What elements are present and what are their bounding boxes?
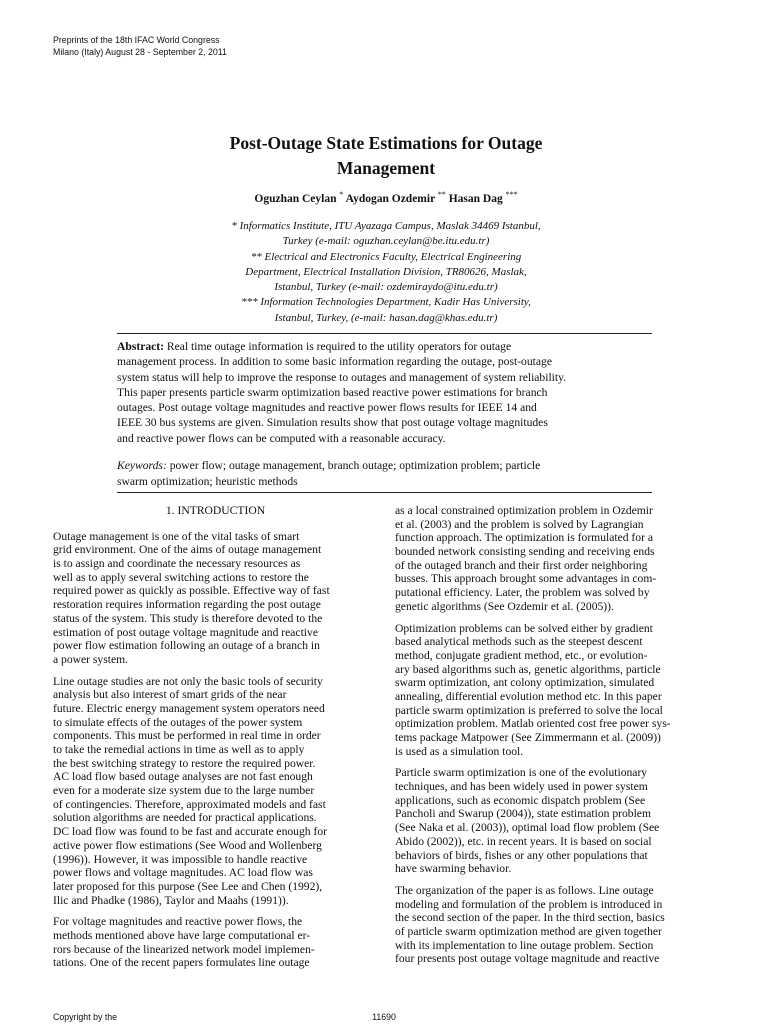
text-line: solution algorithms are needed for practical applications. (53, 811, 317, 825)
affiliation-line: Istanbul, Turkey, (e-mail: hasan.dag@khas.edu.tr) (274, 311, 498, 324)
keywords (117, 458, 652, 489)
abstract-line: system status will help to improve the response to outages and management of system reliability. (117, 370, 567, 384)
text-line: of particle swarm optimization method are given together (395, 924, 662, 938)
text-line: Abido (2002)), etc. in recent years. It is based on social (395, 834, 652, 848)
text-line: to simulate effects of the outages of the power system (53, 715, 303, 729)
text-line: estimation of post outage voltage magnitude and reactive (53, 625, 318, 639)
text-line: Outage management is one of the vital tasks of smart (53, 529, 300, 543)
text-line: techniques, and has been widely used in power system (395, 780, 648, 794)
abstract-line: and reactive power flows can be computed with a reasonable accuracy. (117, 431, 446, 445)
text-line: have swarming behavior. (395, 862, 512, 876)
text-line: The organization of the paper is as follows. Line outage (395, 883, 654, 897)
paragraph (395, 884, 720, 966)
text-line: power flows and voltage magnitudes. AC load flow was (53, 866, 313, 880)
footer-copyright: Copyright by the (53, 1012, 118, 1022)
text-line: even for a moderate size system due to the large number (53, 784, 315, 798)
text-line: grid environment. One of the aims of outage management (53, 543, 322, 557)
text-line: particle swarm optimization is preferred to solve the local (395, 703, 663, 717)
text-line: components. This must be performed in real time in order (53, 729, 321, 743)
keywords-line: swarm optimization; heuristic methods (117, 474, 298, 488)
text-line: well as to apply several switching actions to restore the (53, 570, 309, 584)
text-line: tems package Matpower (See Zimmermann et al. (2009)) (395, 731, 661, 744)
text-line: is to assign and coordinate the necessary resources as (53, 557, 301, 571)
author-3-mark: *** (505, 190, 518, 199)
text-line: Optimization problems can be solved either by gradient (395, 621, 653, 635)
text-line: ary based algorithms such as, genetic algorithms, particle (395, 662, 661, 676)
paragraph (53, 915, 378, 970)
text-line: a power system. (53, 652, 129, 666)
paragraph (53, 530, 378, 667)
affiliation-line: Department, Electrical Installation Division, TR80626, Maslak, (245, 265, 527, 278)
section-heading-introduction: 1. INTRODUCTION (165, 504, 266, 517)
text-line: later proposed for this purpose (See Lee and Chen (1992), (53, 879, 323, 893)
title-line-1: Post-Outage State Estimations for Outage (229, 133, 543, 153)
text-line: Pancholi and Swarup (2004)), state estimation problem (395, 807, 651, 821)
text-line: future. Electric energy management system operators need (53, 701, 325, 715)
abstract-label: Abstract: (117, 340, 165, 353)
title-line-2: Management (336, 158, 436, 178)
author-2: Aydogan Ozdemir (345, 192, 435, 205)
author-list (100, 190, 672, 205)
paragraph (395, 504, 720, 614)
text-line: with its implementation to line outage problem. Section (395, 938, 654, 952)
paragraph (395, 622, 720, 759)
author-2-mark: ** (437, 190, 446, 199)
text-line: required power as quickly as possible. Effective way of fast (53, 584, 330, 598)
abstract-line: outages. Post outage voltage magnitudes and reactive power flows results for IEEE 14 and (117, 401, 537, 415)
keywords-label: Keywords: (117, 459, 167, 472)
left-column (53, 504, 378, 970)
text-line: power flow estimation following an outage of a branch in (53, 639, 320, 653)
abstract-top-rule (117, 333, 652, 334)
text-line: tations. One of the recent papers formulates line outage (53, 956, 310, 970)
affiliation-line: Istanbul, Turkey (e-mail: ozdemiraydo@itu.edu.tr) (274, 281, 498, 294)
text-line: behaviors of birds, fishes or any other populations that (395, 848, 648, 862)
abstract-line: Real time outage information is required to the utility operators for outage (164, 340, 512, 353)
text-line: annealing, differential evolution method etc. In this paper (395, 689, 662, 703)
text-line: of contingencies. Therefore, approximated models and fast (53, 797, 326, 811)
text-line: (1996)). However, it was impossible to handle reactive (53, 852, 308, 866)
text-line: analysis but also interest of smart grids of the near (53, 688, 287, 702)
abstract-line: This paper presents particle swarm optimization based reactive power estimations for branch (117, 385, 548, 399)
right-column (395, 504, 720, 966)
text-line: rors because of the linearized network model implemen- (53, 942, 315, 956)
abstract-line: IEEE 30 bus systems are given. Simulation results show that post outage voltage magnitudes (117, 416, 548, 430)
keywords-line: power flow; outage management, branch outage; optimization problem; particle (166, 459, 541, 472)
text-line: the best switching strategy to restore the required power. (53, 756, 316, 770)
text-line: AC load flow based outage analyses are not fast enough (53, 770, 313, 784)
author-3: Hasan Dag (448, 192, 503, 205)
paragraph (53, 675, 378, 908)
abstract (117, 339, 652, 446)
affiliation-line: * Informatics Institute, ITU Ayazaga Campus, Maslak 34469 Istanbul, (231, 220, 541, 232)
text-line: Particle swarm optimization is one of the evolutionary (395, 766, 648, 780)
text-line: status of the system. This study is therefore devoted to the (53, 611, 323, 625)
text-line: genetic algorithms (See Ozdemir et al. (2005)). (395, 599, 614, 613)
text-line: busses. This approach brought some advantages in com- (395, 572, 657, 586)
affiliation-line: *** Information Technologies Department, Kadir Has University, (241, 296, 531, 309)
text-line: swarm optimization, ant colony optimization, simulated (395, 676, 655, 690)
text-line: putational efficiency. Later, the problem was solved by (395, 586, 650, 600)
text-line: Line outage studies are not only the basic tools of security (53, 674, 323, 688)
paragraph (395, 766, 720, 876)
text-line: DC load flow was found to be fast and accurate enough for (53, 825, 327, 839)
text-line: method, conjugate gradient method, etc., or evolution- (395, 648, 648, 662)
abstract-line: management process. In addition to some basic information regarding the outage, post-outage (117, 355, 552, 369)
preprint-header (53, 34, 227, 58)
affiliation-line: ** Electrical and Electronics Faculty, Electrical Engineering (250, 250, 522, 263)
text-line: bounded network consisting sending and receiving ends (395, 545, 655, 559)
author-1: Oguzhan Ceylan (254, 192, 337, 205)
footer-page-number: 11690 (372, 1012, 396, 1022)
text-line: applications, such as economic dispatch problem (See (395, 793, 646, 807)
text-line: (See Naka et al. (2003)), optimal load flow problem (See (395, 821, 660, 835)
affiliations (150, 219, 622, 326)
affiliation-line: Turkey (e-mail: oguzhan.ceylan@be.itu.edu.tr) (282, 235, 490, 248)
text-line: methods mentioned above have large computational er- (53, 928, 311, 942)
text-line: modeling and formulation of the problem is introduced in (395, 897, 663, 911)
text-line: restoration requires information regarding the post outage (53, 598, 321, 612)
text-line: optimization problem. Matlab oriented cost free power sys- (395, 717, 671, 731)
preprint-line-2: Milano (Italy) August 28 - September 2, 2011 (53, 47, 227, 57)
text-line: based analytical methods such as the steepest descent (395, 635, 643, 649)
text-line: et al. (2003) and the problem is solved by Lagrangian (395, 517, 644, 531)
text-line: the second section of the paper. In the third section, basics (395, 911, 665, 925)
text-line: to take the remedial actions in time as well as to apply (53, 743, 305, 756)
text-line: is used as a simulation tool. (395, 744, 524, 758)
author-1-mark: * (339, 190, 344, 199)
preprint-line-1: Preprints of the 18th IFAC World Congress (53, 35, 220, 45)
text-line: function approach. The optimization is formulated for a (395, 531, 653, 545)
text-line: active power flow estimations (See Wood and Wollenberg (53, 838, 322, 852)
text-line: For voltage magnitudes and reactive power flows, the (53, 915, 303, 929)
text-line: four presents post outage voltage magnitude and reactive (395, 952, 660, 966)
text-line: as a local constrained optimization problem in Ozdemir (395, 504, 653, 517)
abstract-bottom-rule (117, 492, 652, 493)
text-line: Ilic and Phadke (1986), Taylor and Maahs (1991)). (53, 893, 289, 907)
text-line: of the outaged branch and their first order neighboring (395, 558, 648, 572)
paper-title (100, 131, 672, 181)
